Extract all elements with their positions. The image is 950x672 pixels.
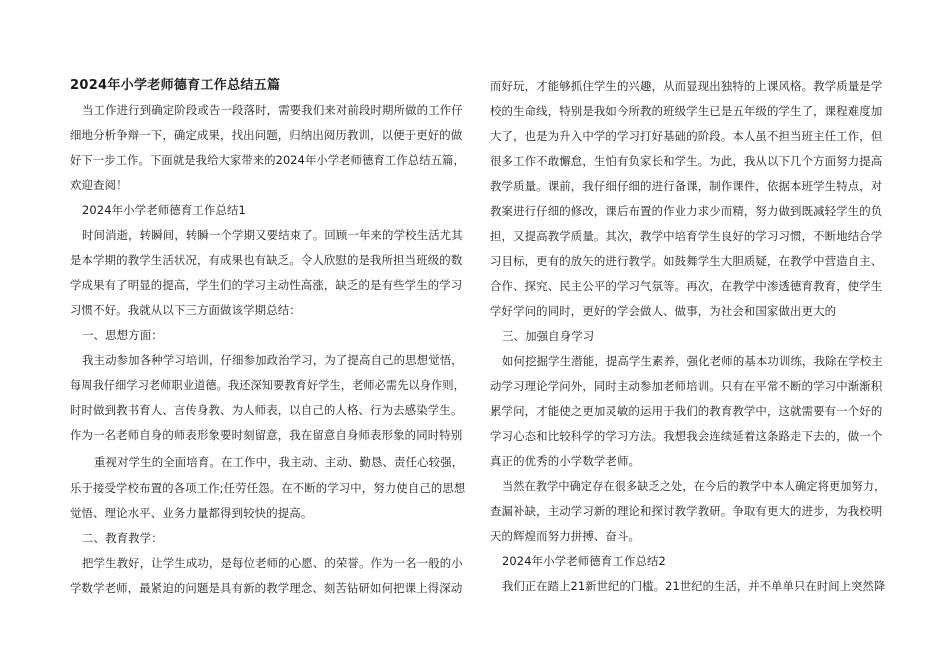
paragraph-line: 习惯不好。我就从以下三方面做该学期总结： (70, 303, 301, 317)
paragraph-line: 而好玩，才能够抓住学生的兴趣，从而显现出独特的上课风格。教学质量是学 (490, 79, 883, 93)
paragraph-line: 乐于接受学校布置的各项工作;任劳任怨。在不断的学习中，努力使自己的思想 (70, 481, 466, 495)
paragraph-line: 我主动参加各种学习培训，仔细参加政治学习，为了提高自己的思想觉悟， (82, 353, 463, 367)
paragraph-line: 教案进行仔细的修改，课后布置的作业力求少而精，努力做到既减轻学生的负 (490, 204, 883, 218)
paragraph-line: 真正的优秀的小学数学老师。 (490, 454, 641, 468)
paragraph-line: 每周我仔细学习老师职业道德。我还深知要教育好学生，老师必需先以身作则， (70, 378, 465, 392)
paragraph-line: 教学质量。课前，我仔细仔细的进行备课，制作课件，依据本班学生特点，对 (490, 179, 883, 193)
paragraph-line: 把学生教好，让学生成功，是每位老师的心愿、的荣誉。作为一名一般的小 (82, 556, 463, 570)
paragraph-line: 时间消逝，转瞬间，转瞬一个学期又要结束了。回顾一年来的学校生活尤其 (82, 228, 463, 242)
paragraph-line: 累学问，才能使之更加灵敏的运用于我们的教育教学中，这就需要有一个好的 (490, 404, 883, 418)
paragraph-line: 重视对学生的全面培育。在工作中，我主动、主动、勤恳、责任心较强， (94, 455, 464, 469)
paragraph-line: 学习心态和比较科学的学习方法。我想我会连续延着这条路走下去的，做一个 (490, 429, 883, 443)
subsection-heading: 一、思想方面： (82, 328, 163, 342)
document-title: 2024年小学老师德育工作总结五篇 (70, 78, 281, 93)
paragraph-line: 查漏补缺，主动学习新的理论和探讨教学教研。争取有更大的进步，为我校明 (490, 504, 883, 518)
paragraph-line: 学数学老师，最紧迫的问题是具有新的教学理念、刻苦钻研如何把课上得深动 (70, 581, 463, 595)
paragraph-line: 觉悟、理论水平、业务力量都得到较快的提高。 (70, 506, 313, 520)
paragraph-line: 当然在教学中确定存在很多缺乏之处，在今后的教学中本人确定将更加努力， (502, 479, 886, 493)
paragraph-line: 细地分析争辩一下，确定成果，找出问题，归纳出阅历教训，以便于更好的做 (70, 128, 463, 142)
paragraph-line: 大了，也是为升入中学的学习打好基础的阶段。本人虽不担当班主任工作，但 (490, 129, 883, 143)
paragraph-line: 欢迎查阅！ (70, 178, 128, 192)
subsection-heading: 三、加强自身学习 (502, 329, 595, 343)
paragraph-line: 很多工作不敢懈怠，生怕有负家长和学生。为此，我从以下几个方面努力提高 (490, 154, 883, 168)
paragraph-line: 学好学问的同时，更好的学会做人、做事，为社会和国家做出更大的 (490, 304, 837, 318)
paragraph-line: 合作、探究、民主公平的学习气氛等。再次，在教学中渗透德育教育，使学生 (490, 279, 883, 293)
paragraph-line: 我们正在踏上21新世纪的门槛。21世纪的生活，并不单单只在时间上突然降 (502, 579, 886, 593)
subsection-heading: 二、教育教学： (82, 531, 163, 545)
paragraph-line: 天的辉煌而努力拼搏、奋斗。 (490, 529, 641, 543)
paragraph-line: 当工作进行到确定阶段或告一段落时，需要我们来对前段时期所做的工作仔 (82, 103, 463, 117)
paragraph-line: 如何挖掘学生潜能，提高学生素养，强化老师的基本功训练，我除在学校主 (502, 354, 883, 368)
paragraph-line: 好下一步工作。下面就是我给大家带来的2024年小学老师德育工作总结五篇， (70, 153, 465, 167)
paragraph-line: 担，又提高教学质量。其次，教学中培育学生良好的学习习惯，不断地结合学 (490, 229, 883, 243)
paragraph-line: 习目标，更有的放矢的进行教学。如鼓舞学生大胆质疑，在教学中营造自主、 (490, 254, 883, 268)
paragraph-line: 校的生命线，特别是我如今所教的班级学生已是五年级的学生了，课程难度加 (490, 104, 883, 118)
section-heading: 2024年小学老师德育工作总结1 (82, 203, 246, 217)
paragraph-line: 是本学期的教学生活状况，有成果也有缺乏。令人欣慰的是我所担当班级的数 (70, 253, 463, 267)
paragraph-line: 学成果有了明显的提高，学生们的学习主动性高涨，缺乏的是有些学生的学习 (70, 278, 463, 292)
paragraph-line: 动学习理论学问外，同时主动参加老师培训。只有在平常不断的学习中渐渐积 (490, 379, 883, 393)
paragraph-line: 作为一名老师自身的师表形象要时刻留意，我在留意自身师表形象的同时特别 (70, 428, 463, 442)
section-heading: 2024年小学老师德育工作总结2 (502, 554, 666, 568)
paragraph-line: 时时做到教书育人、言传身教、为人师表，以自己的人格、行为去感染学生。 (70, 403, 463, 417)
